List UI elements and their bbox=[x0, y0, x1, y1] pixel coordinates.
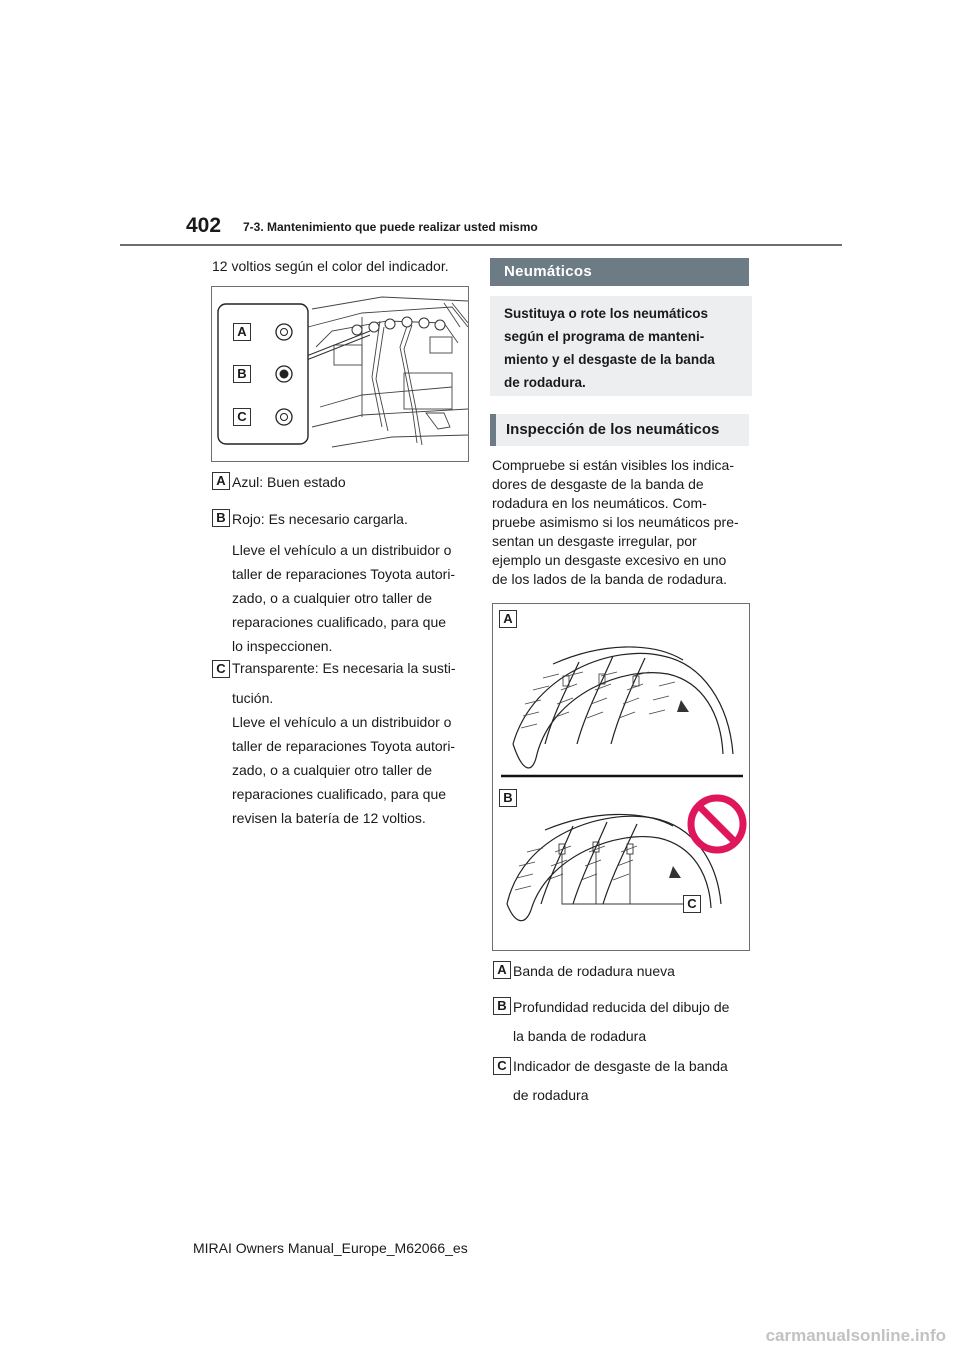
paragraph-line: sentan un desgaste irregular, por bbox=[492, 533, 697, 549]
paragraph-line: de los lados de la banda de rodadura. bbox=[492, 571, 728, 587]
item-b-line: Lleve el vehículo a un distribuidor o bbox=[232, 542, 452, 558]
figure-label-a: A bbox=[233, 323, 251, 341]
item-b-text bbox=[232, 507, 472, 658]
legend-c-line: de rodadura bbox=[513, 1087, 589, 1103]
legend-letter-c: C bbox=[493, 1057, 511, 1075]
legend-b-line: Profundidad reducida del dibujo de bbox=[513, 999, 730, 1015]
note-line: de rodadura. bbox=[504, 375, 586, 390]
tire-tread-figure bbox=[492, 603, 750, 951]
indicator-a-blue-icon bbox=[276, 324, 292, 340]
legend-c-line: Indicador de desgaste de la banda bbox=[513, 1058, 728, 1074]
paragraph-line: Compruebe si están visibles los indica- bbox=[492, 457, 734, 473]
item-b-line: reparaciones cualificado, para que bbox=[232, 614, 447, 630]
legend-a-text: Banda de rodadura nueva bbox=[513, 963, 675, 979]
indicator-c-clear-icon bbox=[276, 409, 292, 425]
note-line: según el programa de manteni- bbox=[504, 329, 705, 344]
section-title-neumaticos: Neumáticos bbox=[490, 258, 749, 286]
item-b-line: taller de reparaciones Toyota autori- bbox=[232, 566, 456, 582]
header-divider bbox=[120, 244, 842, 246]
subheading-inspeccion: Inspección de los neumáticos bbox=[490, 414, 749, 446]
item-letter-a: A bbox=[212, 472, 230, 490]
note-line: Sustituya o rote los neumáticos bbox=[504, 306, 709, 321]
indicator-b-red-icon bbox=[276, 366, 292, 382]
tire-figure-label-c: C bbox=[683, 895, 701, 913]
inspection-paragraph bbox=[492, 456, 752, 589]
item-c-text bbox=[232, 656, 472, 830]
legend-b-text bbox=[513, 995, 753, 1048]
tire-illustration bbox=[493, 604, 749, 950]
item-c-line: Transparente: Es necesaria la susti- bbox=[232, 660, 456, 676]
prohibited-icon bbox=[691, 798, 743, 850]
item-c-line: revisen la batería de 12 voltios. bbox=[232, 810, 426, 826]
paragraph-line: rodadura en los neumáticos. Com- bbox=[492, 495, 707, 511]
section-header: 7-3. Mantenimiento que puede realizar usted mismo bbox=[243, 220, 538, 234]
wear-indicator-mark-icon bbox=[677, 700, 689, 712]
tire-figure-label-a: A bbox=[499, 610, 517, 628]
paragraph-line: dores de desgaste de la banda de bbox=[492, 476, 704, 492]
figure-label-c: C bbox=[233, 408, 251, 426]
item-c-line: taller de reparaciones Toyota autori- bbox=[232, 738, 456, 754]
note-box bbox=[490, 296, 752, 396]
legend-b-line: la banda de rodadura bbox=[513, 1028, 647, 1044]
legend-letter-a: A bbox=[493, 961, 511, 979]
item-b-line: lo inspeccionen. bbox=[232, 638, 333, 654]
note-line: miento y el desgaste de la banda bbox=[504, 352, 715, 367]
paragraph-line: ejemplo un desgaste excesivo en uno bbox=[492, 552, 727, 568]
item-letter-b: B bbox=[212, 509, 230, 527]
footer-text: MIRAI Owners Manual_Europe_M62066_es bbox=[193, 1240, 468, 1256]
item-b-line: zado, o a cualquier otro taller de bbox=[232, 590, 433, 606]
watermark: carmanualsonline.info bbox=[765, 1326, 946, 1345]
item-c-line: zado, o a cualquier otro taller de bbox=[232, 762, 433, 778]
figure-label-b: B bbox=[233, 365, 251, 383]
paragraph-line: pruebe asimismo si los neumáticos pre- bbox=[492, 514, 739, 530]
page-number: 402 bbox=[186, 214, 222, 237]
item-a-text: Azul: Buen estado bbox=[232, 474, 346, 490]
item-b-line: Rojo: Es necesario cargarla. bbox=[232, 511, 408, 527]
legend-letter-b: B bbox=[493, 997, 511, 1015]
item-c-line: tución. bbox=[232, 690, 274, 706]
item-letter-c: C bbox=[212, 660, 230, 678]
intro-text: 12 voltios según el color del indicador. bbox=[212, 258, 449, 274]
tire-figure-label-b: B bbox=[499, 789, 517, 807]
item-c-line: reparaciones cualificado, para que bbox=[232, 786, 447, 802]
battery-indicator-figure bbox=[211, 286, 469, 462]
item-c-line: Lleve el vehículo a un distribuidor o bbox=[232, 714, 452, 730]
legend-c-text bbox=[513, 1054, 753, 1107]
